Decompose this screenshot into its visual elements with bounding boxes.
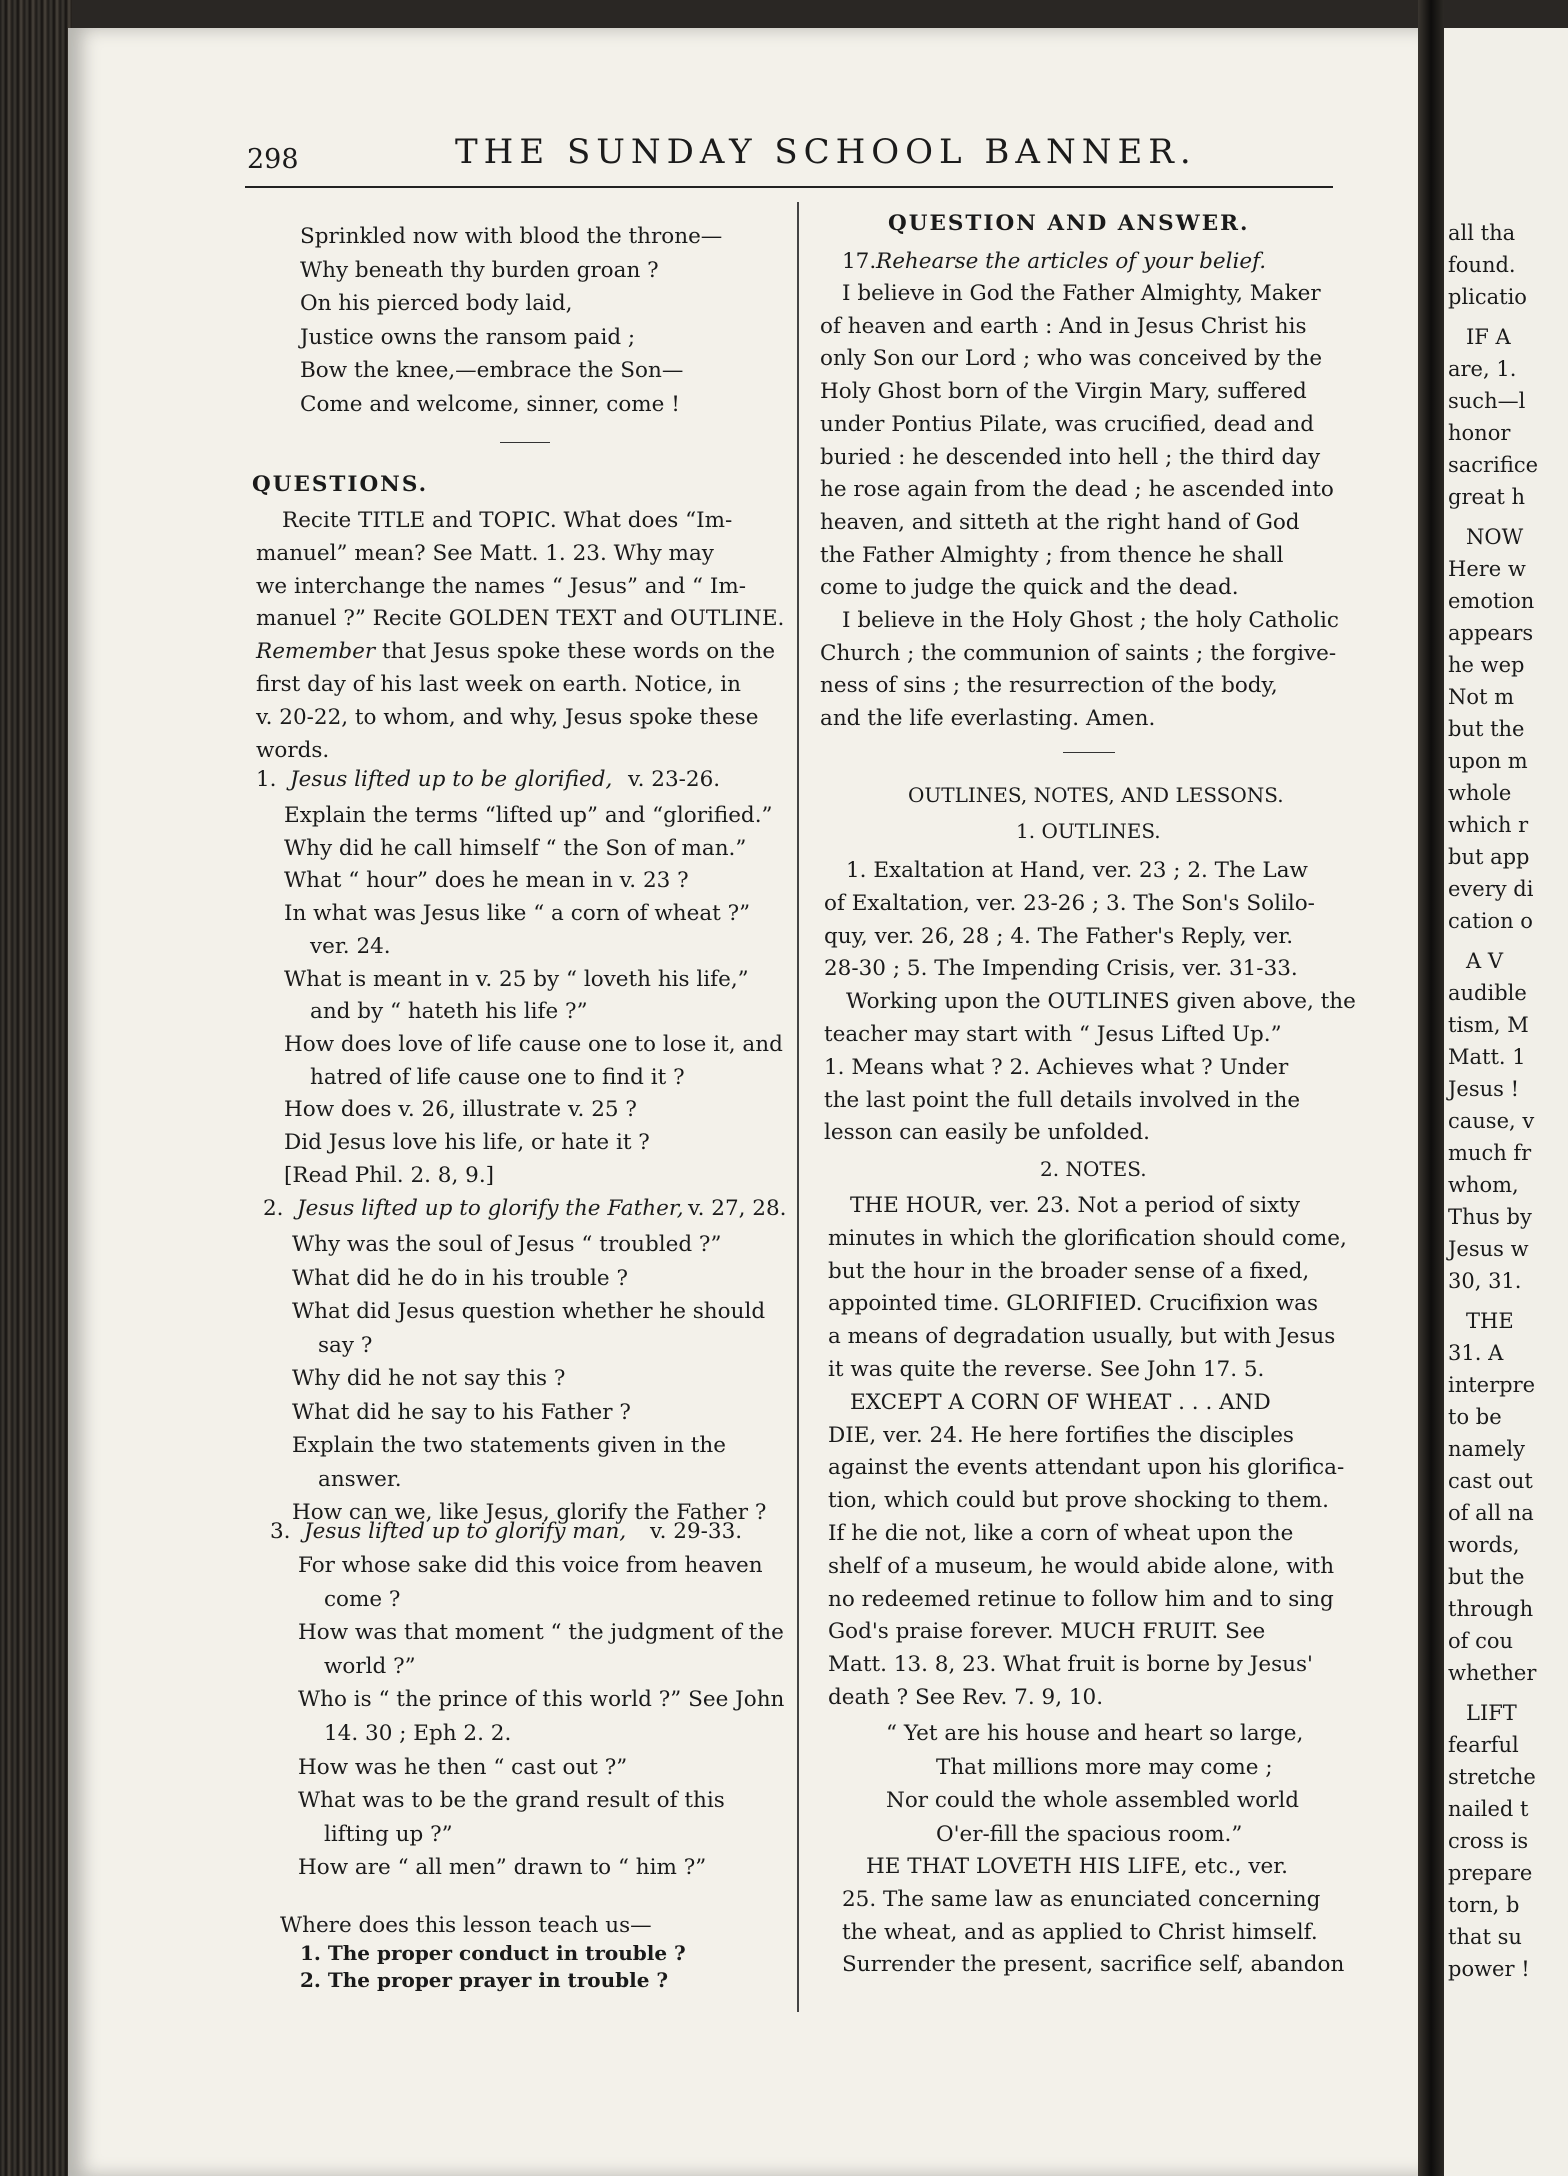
text-line: Recite TITLE and TOPIC. What does “Im- <box>282 508 733 533</box>
text-line: quy, ver. 26, 28 ; 4. The Father's Reply, ver. <box>824 923 1294 949</box>
section-ref: v. 23-26. <box>628 767 721 792</box>
text-line: Why did he not say this ? <box>292 1366 566 1391</box>
text-line: shelf of a museum, he would abide alone, with <box>828 1553 1335 1579</box>
text-line: Thus by <box>1448 1205 1532 1229</box>
text-line: words. <box>256 737 330 763</box>
book-gutter <box>1418 0 1444 2176</box>
text-line: DIE, ver. 24. He here fortifies the disciples <box>828 1422 1294 1448</box>
text-line: 1. Means what ? 2. Achieves what ? Under <box>824 1054 1289 1080</box>
section-number: 1. <box>256 767 277 792</box>
text-line: prepare <box>1448 1861 1533 1885</box>
text-line: cause, v <box>1448 1109 1535 1133</box>
text-line: HE THAT LOVETH HIS LIFE, etc., ver. <box>866 1854 1288 1879</box>
text-line: Nor could the whole assembled world <box>886 1788 1300 1813</box>
text-line: Bow the knee,—embrace the Son— <box>300 358 684 384</box>
text-line: How was that moment “ the judgment of the <box>298 1620 784 1646</box>
text-line: interpre <box>1448 1373 1536 1397</box>
question-number: 17. <box>842 249 877 274</box>
text-line: of cou <box>1448 1629 1514 1653</box>
page-number: 298 <box>247 144 299 175</box>
text-line: Explain the two statements given in the <box>292 1433 726 1458</box>
text-line: hatred of life cause one to find it ? <box>310 1064 685 1090</box>
text-line: the last point the full details involved in the <box>824 1087 1301 1113</box>
text-line: Who is “ the prince of this world ?” See John <box>298 1687 785 1713</box>
text-line: 25. The same law as enunciated concerning <box>842 1886 1321 1912</box>
text-line: teacher may start with “ Jesus Lifted Up.” <box>824 1022 1282 1047</box>
text-line: 14. 30 ; Eph 2. 2. <box>324 1721 512 1746</box>
text-line: THE <box>1466 1309 1514 1333</box>
text-line: fearful <box>1448 1733 1519 1757</box>
text-line: In what was Jesus like “ a corn of wheat ?” <box>284 901 751 927</box>
text-line: manuel” mean? See Matt. 1. 23. Why may <box>256 540 714 566</box>
text-line: appears <box>1448 621 1534 645</box>
text-line: under Pontius Pilate, was crucified, dead and <box>820 411 1314 437</box>
qa-heading: QUESTION AND ANSWER. <box>888 211 1250 236</box>
section-number: 2. <box>263 1196 284 1221</box>
text-line: honor <box>1448 421 1511 445</box>
text-line: What “ hour” does he mean in v. 23 ? <box>284 868 689 894</box>
text-line: he wep <box>1448 653 1525 677</box>
text-line: lesson can easily be unfolded. <box>824 1120 1151 1146</box>
text-line: That millions more may come ; <box>936 1754 1273 1780</box>
text-line: THE HOUR, ver. 23. Not a period of sixty <box>850 1193 1301 1218</box>
text-line: namely <box>1448 1437 1525 1461</box>
text-line: cross is <box>1448 1829 1529 1853</box>
text-line: Jesus w <box>1448 1237 1529 1261</box>
section-title: Jesus lifted up to glorify man, <box>304 1519 627 1544</box>
text-line: NOW <box>1466 525 1524 549</box>
text-line: Come and welcome, sinner, come ! <box>300 392 680 417</box>
text-line: but the <box>1448 1565 1525 1589</box>
text-line: Working upon the OUTLINES given above, the <box>846 989 1356 1015</box>
text-line: Did Jesus love his life, or hate it ? <box>284 1130 650 1155</box>
text-line: What is meant in v. 25 by “ loveth his life,” <box>284 966 749 992</box>
text-line: LIFT <box>1466 1701 1517 1725</box>
text-line: cation o <box>1448 909 1533 933</box>
text-line: are, 1. <box>1448 357 1517 381</box>
text-line: How are “ all men” drawn to “ him ?” <box>298 1855 707 1881</box>
text-line: Remember that Jesus spoke these words on the <box>256 639 776 665</box>
text-line: EXCEPT A CORN OF WHEAT . . . AND <box>850 1389 1271 1415</box>
text-line: Justice owns the ransom paid ; <box>300 324 636 350</box>
text-line: Here w <box>1448 557 1526 581</box>
text-line: of heaven and earth : And in Jesus Christ his <box>820 313 1307 339</box>
separator <box>500 442 550 443</box>
text-line: come ? <box>324 1586 401 1612</box>
lesson-teach: Where does this lesson teach us— <box>280 1913 652 1938</box>
text-line: such—l <box>1448 389 1526 413</box>
text-line: tism, M <box>1448 1013 1529 1037</box>
section-number: 3. <box>270 1519 291 1544</box>
text-line: buried : he descended into hell ; the third day <box>820 444 1321 470</box>
text-line: Church ; the communion of saints ; the forgive- <box>820 640 1337 666</box>
text-line: come to judge the quick and the dead. <box>820 575 1239 601</box>
text-line: Not m <box>1448 685 1515 709</box>
text-line: I believe in God the Father Almighty, Maker <box>842 281 1321 306</box>
text-line: we interchange the names “ Jesus” and “ Im- <box>256 573 747 599</box>
next-page-fragment <box>1444 28 1568 2176</box>
text-line: and by “ hateth his life ?” <box>310 999 588 1025</box>
text-line: upon m <box>1448 749 1528 773</box>
text-line: Surrender the present, sacrifice self, abandon <box>842 1952 1345 1978</box>
text-line: For whose sake did this voice from heaven <box>298 1553 763 1578</box>
lesson-teach-item: 2. The proper prayer in trouble ? <box>300 1968 669 1992</box>
text-line: against the events attendant upon his glorifica- <box>828 1455 1345 1481</box>
running-title: THE SUNDAY SCHOOL BANNER. <box>455 132 1197 172</box>
text-line: ver. 24. <box>310 933 391 959</box>
text-line: 1. Exaltation at Hand, ver. 23 ; 2. The Law <box>846 858 1308 883</box>
text-line: and the life everlasting. Amen. <box>820 706 1156 732</box>
text-line: world ?” <box>324 1653 416 1679</box>
text-line: that su <box>1448 1925 1522 1949</box>
separator <box>1063 752 1115 753</box>
notes-heading: 2. NOTES. <box>1040 1157 1147 1181</box>
text-line: but the hour in the broader sense of a fixed, <box>828 1258 1310 1284</box>
question-text: Rehearse the articles of your belief. <box>876 249 1267 274</box>
text-line: answer. <box>318 1466 402 1492</box>
text-line: God's praise forever. MUCH FRUIT. See <box>828 1619 1266 1645</box>
page-header <box>245 122 1333 178</box>
book-spine <box>0 0 72 2176</box>
text-line: it was quite the reverse. See John 17. 5. <box>828 1357 1265 1382</box>
outlines-notes-lessons-heading: OUTLINES, NOTES, AND LESSONS. <box>908 783 1284 807</box>
text-line: the Father Almighty ; from thence he shall <box>820 542 1284 568</box>
text-line: What was to be the grand result of this <box>298 1788 725 1814</box>
text-line: How does v. 26, illustrate v. 25 ? <box>284 1097 637 1123</box>
text-line: every di <box>1448 877 1534 901</box>
text-line: If he die not, like a corn of wheat upon the <box>828 1521 1294 1546</box>
text-line: 30, 31. <box>1448 1269 1522 1293</box>
column-rule <box>797 202 799 2012</box>
lesson-teach-item: 1. The proper conduct in trouble ? <box>300 1941 686 1965</box>
text-line: found. <box>1448 253 1516 277</box>
text-line: tion, which could but prove shocking to them. <box>828 1488 1329 1514</box>
text-line: death ? See Rev. 7. 9, 10. <box>828 1685 1104 1710</box>
text-line: Matt. 13. 8, 23. What fruit is borne by Jesus' <box>828 1652 1313 1678</box>
text-line: Holy Ghost born of the Virgin Mary, suffered <box>820 379 1307 405</box>
text-line: nailed t <box>1448 1797 1529 1821</box>
text-line: emotion <box>1448 589 1535 613</box>
text-line: lifting up ?” <box>324 1821 453 1847</box>
text-line: all tha <box>1448 221 1516 245</box>
text-line: the wheat, and as applied to Christ himself. <box>842 1919 1318 1945</box>
text-line: Why did he call himself “ the Son of man.” <box>284 835 747 861</box>
questions-heading: QUESTIONS. <box>252 472 429 497</box>
text-line: through <box>1448 1597 1534 1621</box>
text-line: first day of his last week on earth. Notice, in <box>256 672 741 697</box>
text-line: whole <box>1448 781 1512 805</box>
text-line: of all na <box>1448 1501 1534 1525</box>
text-line: which r <box>1448 813 1529 837</box>
text-line: stretche <box>1448 1765 1536 1789</box>
text-line: How does love of life cause one to lose it, and <box>284 1031 783 1057</box>
text-line: A V <box>1466 949 1504 973</box>
text-line: I believe in the Holy Ghost ; the holy Catholic <box>842 608 1339 633</box>
text-line: Sprinkled now with blood the throne— <box>300 224 723 249</box>
text-line: cast out <box>1448 1469 1533 1493</box>
text-line: 31. A <box>1448 1341 1504 1365</box>
text-line: IF A <box>1466 325 1511 349</box>
text-line: On his pierced body laid, <box>300 291 573 317</box>
text-line: but app <box>1448 845 1530 869</box>
text-line: say ? <box>318 1332 373 1358</box>
text-line: sacrifice <box>1448 453 1539 477</box>
text-line: minutes in which the glorification should come, <box>828 1225 1347 1251</box>
text-line: Why was the soul of Jesus “ troubled ?” <box>292 1232 722 1257</box>
text-line: v. 20-22, to whom, and why, Jesus spoke these <box>256 704 759 730</box>
text-line: How can we, like Jesus, glorify the Father ? <box>292 1500 767 1525</box>
text-line: 28-30 ; 5. The Impending Crisis, ver. 31-33. <box>824 956 1298 982</box>
text-line: only Son our Lord ; who was conceived by the <box>820 346 1323 372</box>
text-line: plicatio <box>1448 285 1527 309</box>
text-line: How was he then “ cast out ?” <box>298 1754 628 1780</box>
text-line: manuel ?” Recite GOLDEN TEXT and OUTLINE. <box>256 606 785 632</box>
text-line: appointed time. GLORIFIED. Crucifixion was <box>828 1291 1318 1317</box>
text-line: ness of sins ; the resurrection of the body, <box>820 673 1278 699</box>
outlines-heading: 1. OUTLINES. <box>1016 819 1161 843</box>
text-line: torn, b <box>1448 1893 1520 1917</box>
text-line: no redeemed retinue to follow him and to sing <box>828 1586 1334 1612</box>
section-title: Jesus lifted up to be glorified, <box>290 767 613 792</box>
section-title: Jesus lifted up to glorify the Father, <box>297 1196 684 1221</box>
text-line: [Read Phil. 2. 8, 9.] <box>284 1162 495 1188</box>
text-line: a means of degradation usually, but with Jesus <box>828 1324 1336 1350</box>
text-line: but the <box>1448 717 1525 741</box>
text-line: “ Yet are his house and heart so large, <box>886 1721 1304 1746</box>
text-line: Why beneath thy burden groan ? <box>300 257 659 283</box>
text-line: What did he say to his Father ? <box>292 1399 631 1425</box>
text-line: Explain the terms “lifted up” and “glorified.” <box>284 803 773 828</box>
text-line: Matt. 1 <box>1448 1045 1526 1069</box>
text-line: whether <box>1448 1661 1537 1685</box>
text-line: whom, <box>1448 1173 1519 1197</box>
text-line: he rose again from the dead ; he ascended into <box>820 477 1334 503</box>
text-line: much fr <box>1448 1141 1532 1165</box>
text-line: audible <box>1448 981 1527 1005</box>
text-line: great h <box>1448 485 1526 509</box>
text-line: Jesus ! <box>1448 1077 1520 1101</box>
section-ref: v. 27, 28. <box>688 1196 787 1221</box>
text-line: heaven, and sitteth at the right hand of God <box>820 509 1300 535</box>
text-line: What did Jesus question whether he should <box>292 1299 766 1324</box>
text-line: What did he do in his trouble ? <box>292 1265 629 1291</box>
text-line: O'er-fill the spacious room.” <box>936 1821 1243 1847</box>
text-line: power ! <box>1448 1957 1530 1981</box>
section-ref: v. 29-33. <box>650 1519 743 1544</box>
header-rule <box>245 186 1333 188</box>
text-line: to be <box>1448 1405 1502 1429</box>
text-line: words, <box>1448 1533 1520 1557</box>
text-line: of Exaltation, ver. 23-26 ; 3. The Son's Solilo- <box>824 890 1315 916</box>
